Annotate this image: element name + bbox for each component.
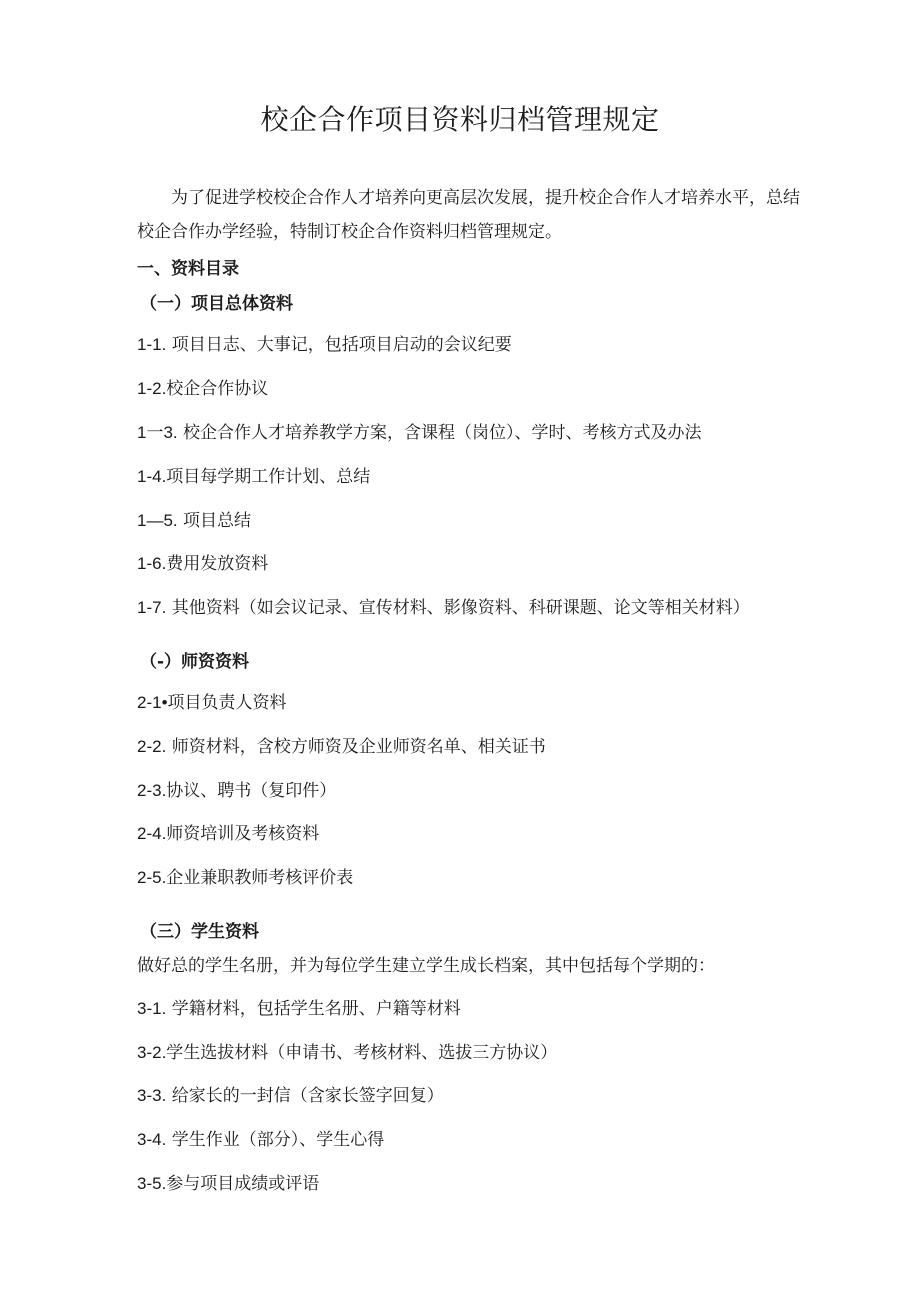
item-text: 给家长的一封信（含家长签字回复） — [171, 1086, 444, 1106]
list-item — [137, 780, 336, 802]
item-number: 1-7. — [137, 598, 167, 617]
item-text: 师资培训及考核资料 — [166, 824, 320, 844]
list-item — [137, 422, 702, 444]
item-text: 校企合作协议 — [166, 379, 269, 399]
item-text: 学生作业（部分）、学生心得 — [171, 1130, 385, 1150]
list-item — [137, 823, 319, 845]
item-text: 项目日志、大事记，包括项目启动的会议纪要 — [171, 335, 512, 355]
item-text: 校企合作人才培养教学方案，含课程（岗位）、学时、考核方式及办法 — [183, 423, 702, 443]
subsection-3-lead: 做好总的学生名册，并为每位学生建立学生成长档案，其中包括每个学期的： — [137, 956, 715, 976]
item-text: 项目负责人资料 — [167, 693, 287, 713]
item-text: 项目每学期工作计划、总结 — [166, 467, 371, 487]
intro-paragraph — [137, 181, 807, 249]
list-item — [137, 510, 251, 532]
list-item — [137, 1173, 319, 1195]
list-item — [137, 553, 268, 575]
subsection-3-heading: （三）学生资料 — [140, 922, 259, 942]
list-item — [137, 867, 353, 889]
item-number: 3-3. — [137, 1086, 167, 1105]
list-item — [137, 1085, 444, 1107]
subsection-1-heading: （一）项目总体资料 — [140, 294, 293, 314]
list-item — [137, 998, 461, 1020]
item-text: 企业兼职教师考核评价表 — [166, 868, 354, 888]
list-item — [137, 1042, 557, 1064]
item-number: 3-5. — [137, 1174, 167, 1193]
item-number: 1-4. — [137, 467, 167, 486]
item-number: 1-6. — [137, 554, 167, 573]
list-item — [137, 334, 512, 356]
list-item — [137, 1129, 384, 1151]
item-number: 3-4. — [137, 1130, 167, 1149]
item-text: 其他资料（如会议记录、宣传材料、影像资料、科研课题、论文等相关材料） — [171, 598, 750, 618]
item-number: 2-4. — [137, 824, 167, 843]
list-item — [137, 378, 268, 400]
item-text: 师资材料，含校方师资及企业师资名单、相关证书 — [171, 737, 546, 757]
item-number: 2-1• — [137, 693, 168, 712]
item-text: 参与项目成绩或评语 — [166, 1174, 320, 1194]
document-title: 校企合作项目资料归档管理规定 — [260, 103, 660, 136]
item-number: 1-2. — [137, 379, 167, 398]
list-item — [137, 692, 287, 714]
item-text: 协议、聘书（复印件） — [166, 781, 337, 801]
item-number: 2-5. — [137, 868, 167, 887]
section-1-heading: 一、资料目录 — [137, 259, 239, 279]
item-text: 项目总结 — [183, 511, 252, 531]
item-number: 2-3. — [137, 781, 167, 800]
item-number: 3-2. — [137, 1043, 167, 1062]
item-text: 费用发放资料 — [166, 554, 269, 574]
item-text: 学生选拔材料（申请书、考核材料、选拔三方协议） — [166, 1043, 558, 1063]
list-item — [137, 597, 750, 619]
item-number: 1一3. — [137, 423, 178, 442]
item-number: 2-2. — [137, 737, 167, 756]
list-item — [137, 466, 370, 488]
item-number: 1-1. — [137, 335, 167, 354]
intro-text: 为了促进学校校企合作人才培养向更高层次发展，提升校企合作人才培养水平，总结校企合作办学经验，特制订校企合作资料归档管理规定。 — [137, 188, 800, 242]
item-text: 学籍材料，包括学生名册、户籍等材料 — [171, 999, 461, 1019]
subsection-2-heading: （-）师资资料 — [140, 652, 250, 672]
list-item — [137, 736, 546, 758]
item-number: 1—5. — [137, 511, 178, 530]
item-number: 3-1. — [137, 999, 167, 1018]
